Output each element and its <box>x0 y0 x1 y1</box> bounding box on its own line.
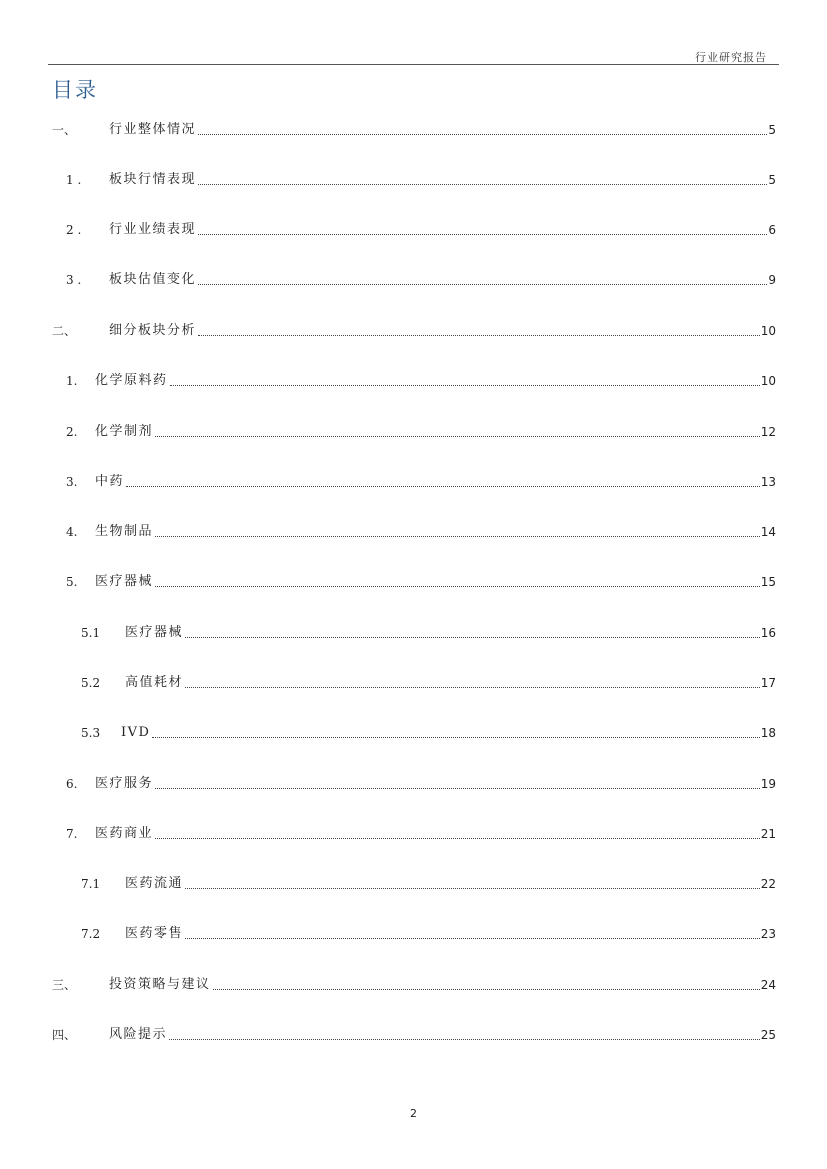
toc-title: 目录 <box>52 78 98 102</box>
toc-entry-number: 7.1 <box>81 877 101 891</box>
toc-entry-page: 13 <box>760 475 776 489</box>
toc-entry-page: 6 <box>768 223 776 237</box>
toc-entry-page: 12 <box>760 425 776 439</box>
header-rule <box>48 64 779 65</box>
toc-leader <box>185 687 760 688</box>
toc-leader <box>185 938 760 939</box>
toc-leader <box>198 284 767 285</box>
toc-entry-page: 24 <box>760 978 776 992</box>
toc-entry-text: 医疗器械 <box>125 625 184 640</box>
toc-entry[interactable] <box>52 1026 776 1044</box>
toc-entry[interactable] <box>66 271 776 289</box>
toc-entry-number: 5.3 <box>81 726 101 740</box>
toc-entry-text: 行业业绩表现 <box>109 222 197 237</box>
toc-leader <box>213 989 760 990</box>
toc-entry-number: 5. <box>66 575 78 589</box>
toc-entry[interactable] <box>66 171 776 189</box>
toc-entry-text: 医疗器械 <box>95 574 154 589</box>
toc-entry-text: IVD <box>121 725 151 740</box>
toc-leader <box>126 486 760 487</box>
toc-entry-text: 医药商业 <box>95 826 154 841</box>
toc-entry-number: 二、 <box>52 324 77 338</box>
toc-entry-text: 医药流通 <box>125 876 184 891</box>
toc-entry-number: 7.2 <box>81 927 101 941</box>
toc-entry-text: 化学制剂 <box>95 424 154 439</box>
toc-entry-number: 6. <box>66 777 78 791</box>
toc-entry-number: 1 . <box>66 173 82 187</box>
toc-leader <box>155 586 760 587</box>
toc-entry[interactable] <box>52 121 776 139</box>
toc-leader <box>155 536 760 537</box>
toc-entry-page: 22 <box>760 877 776 891</box>
toc-entry-page: 17 <box>760 676 776 690</box>
toc-entry[interactable] <box>66 423 776 441</box>
toc-entry-page: 16 <box>760 626 776 640</box>
toc-entry-text: 中药 <box>95 474 125 489</box>
toc-entry[interactable] <box>66 573 776 591</box>
toc-leader <box>198 184 767 185</box>
toc-entry[interactable] <box>81 624 776 642</box>
toc-leader <box>185 888 760 889</box>
toc-leader <box>169 1039 760 1040</box>
toc-entry-text: 生物制品 <box>95 524 154 539</box>
toc-entry-page: 19 <box>760 777 776 791</box>
toc-leader <box>185 637 760 638</box>
toc-entry[interactable] <box>66 825 776 843</box>
toc-entry[interactable] <box>52 322 776 340</box>
toc-entry-number: 4. <box>66 525 78 539</box>
toc-entry[interactable] <box>66 775 776 793</box>
toc-entry[interactable] <box>81 724 776 742</box>
toc-entry-number: 四、 <box>52 1028 77 1042</box>
toc-entry-number: 2. <box>66 425 78 439</box>
toc-entry-text: 行业整体情况 <box>109 122 197 137</box>
toc-entry-number: 3. <box>66 475 78 489</box>
toc-entry-number: 1. <box>66 374 78 388</box>
toc-entry-text: 板块行情表现 <box>109 172 197 187</box>
toc-entry-text: 医药零售 <box>125 926 184 941</box>
toc-entry-page: 14 <box>760 525 776 539</box>
toc-entry-text: 板块估值变化 <box>109 272 197 287</box>
toc-entry-page: 10 <box>760 374 776 388</box>
toc-entry-text: 投资策略与建议 <box>109 977 211 992</box>
toc-leader <box>155 788 760 789</box>
toc-leader <box>198 335 760 336</box>
toc-entry-text: 细分板块分析 <box>109 323 197 338</box>
toc-leader <box>198 134 767 135</box>
toc-entry-page: 18 <box>760 726 776 740</box>
toc-entry[interactable] <box>81 875 776 893</box>
toc-entry-page: 5 <box>768 173 776 187</box>
toc-entry[interactable] <box>66 523 776 541</box>
toc-entry-page: 25 <box>760 1028 776 1042</box>
toc-entry-text: 医疗服务 <box>95 776 154 791</box>
toc-entry-page: 9 <box>768 273 776 287</box>
toc-entry-number: 5.2 <box>81 676 101 690</box>
toc-entry-text: 风险提示 <box>109 1027 168 1042</box>
header-label: 行业研究报告 <box>695 51 767 64</box>
toc-entry-number: 一、 <box>52 123 77 137</box>
toc-entry[interactable] <box>66 473 776 491</box>
toc-entry-text: 高值耗材 <box>125 675 184 690</box>
toc-entry-number: 3 . <box>66 273 82 287</box>
toc-leader <box>155 838 760 839</box>
toc-entry[interactable] <box>66 372 776 390</box>
toc-entry-number: 三、 <box>52 978 77 992</box>
toc-entry[interactable] <box>81 674 776 692</box>
toc-entry[interactable] <box>52 976 776 994</box>
toc-entry-page: 5 <box>768 123 776 137</box>
toc-entry-text: 化学原料药 <box>95 373 168 388</box>
toc-leader <box>198 234 767 235</box>
toc-entry-page: 21 <box>760 827 776 841</box>
toc-entry-number: 5.1 <box>81 626 101 640</box>
toc-entry[interactable] <box>66 221 776 239</box>
toc-entry-number: 2 . <box>66 223 82 237</box>
toc-entry-page: 23 <box>760 927 776 941</box>
toc-leader <box>170 385 760 386</box>
toc-entry-page: 15 <box>760 575 776 589</box>
toc-entry-page: 10 <box>760 324 776 338</box>
toc-entry[interactable] <box>81 925 776 943</box>
toc-leader <box>155 436 760 437</box>
page-number: 2 <box>410 1107 417 1120</box>
toc-entry-number: 7. <box>66 827 78 841</box>
toc-leader <box>152 737 759 738</box>
